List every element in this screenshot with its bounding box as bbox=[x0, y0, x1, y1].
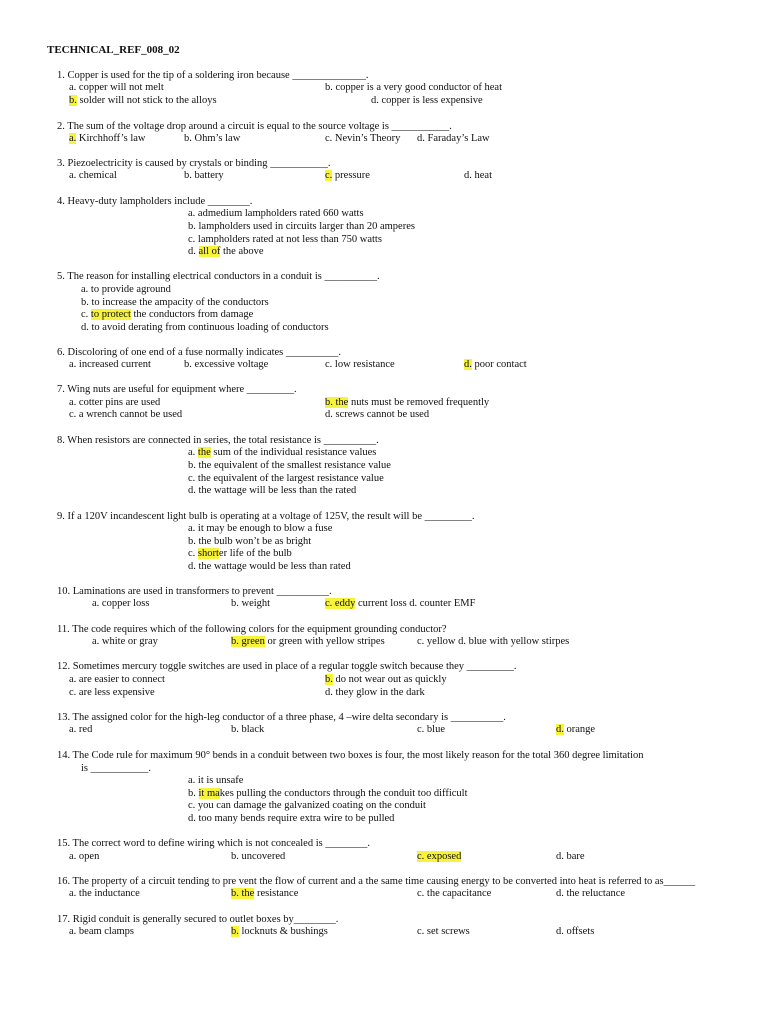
text-line bbox=[231, 724, 264, 736]
text-line bbox=[325, 687, 425, 699]
text-segment: d. copper is less expensive bbox=[371, 95, 483, 106]
text-line bbox=[231, 926, 328, 938]
text-segment: b. uncovered bbox=[231, 851, 286, 862]
text-segment: b. copper is a very good conductor of heat bbox=[325, 82, 502, 93]
text-line bbox=[417, 724, 445, 736]
text-line bbox=[325, 674, 447, 686]
text-segment: the above bbox=[223, 246, 264, 257]
text-segment: 3. Piezoelectricity is caused by crystals or binding ___________. bbox=[57, 158, 331, 169]
text-segment: b. bbox=[325, 674, 333, 685]
text-segment: c. bbox=[188, 234, 196, 245]
text-line bbox=[188, 447, 376, 459]
text-segment: too many bends require extra wire to be pulled bbox=[198, 813, 395, 824]
text-segment: a. bbox=[188, 775, 196, 786]
text-line bbox=[188, 485, 356, 497]
text-line bbox=[417, 133, 490, 145]
text-segment: current loss d. counter EMF bbox=[357, 598, 476, 609]
text-segment: you can damage the galvanized coating on the conduit bbox=[197, 800, 426, 811]
text-line bbox=[69, 687, 155, 699]
text-line bbox=[57, 347, 341, 359]
text-segment: c. Nevin’s Theory bbox=[325, 133, 401, 144]
text-segment: c. bbox=[81, 309, 89, 320]
text-line bbox=[69, 397, 160, 409]
text-line bbox=[556, 724, 595, 736]
text-segment: 10. Laminations are used in transformers to prevent __________. bbox=[57, 586, 332, 597]
text-segment: a. white or gray bbox=[92, 636, 158, 647]
text-segment: is ___________. bbox=[81, 763, 152, 774]
document-title: TECHNICAL_REF_008_02 bbox=[47, 44, 180, 56]
text-segment: b. bbox=[188, 536, 196, 547]
text-line bbox=[188, 221, 415, 233]
text-line bbox=[92, 598, 149, 610]
text-line bbox=[57, 511, 475, 523]
text-line bbox=[325, 409, 429, 421]
text-segment: 11. The code requires which of the following colors for the equipment grounding conductor? bbox=[57, 624, 447, 635]
text-line bbox=[69, 95, 217, 107]
text-segment: er life of the bulb bbox=[218, 548, 292, 559]
text-segment: b. the bbox=[231, 888, 255, 899]
text-segment: d. Faraday’s Law bbox=[417, 133, 490, 144]
text-segment: d. they glow in the dark bbox=[325, 687, 425, 698]
text-segment: 6. Discoloring of one end of a fuse normally indicates __________. bbox=[57, 347, 342, 358]
text-line bbox=[556, 888, 625, 900]
text-line bbox=[188, 548, 292, 560]
text-segment: locknuts & bushings bbox=[241, 926, 328, 937]
text-line bbox=[325, 133, 400, 145]
text-line bbox=[69, 359, 151, 371]
text-line bbox=[184, 133, 240, 145]
text-segment: c. bbox=[325, 170, 333, 181]
text-line bbox=[57, 914, 338, 926]
text-segment: the bbox=[197, 447, 211, 458]
text-line bbox=[81, 322, 329, 334]
text-line bbox=[325, 397, 489, 409]
text-line bbox=[57, 661, 517, 673]
text-segment: a. copper will not melt bbox=[69, 82, 164, 93]
text-segment: d. bbox=[556, 724, 564, 735]
text-segment: 9. If a 120V incandescent light bulb is operating at a voltage of 125V, the result will be _________. bbox=[57, 511, 475, 522]
text-segment: the conductors from damage bbox=[133, 309, 254, 320]
text-line bbox=[417, 851, 461, 863]
text-line bbox=[57, 586, 332, 598]
text-segment: c. blue bbox=[417, 724, 445, 735]
text-segment: the wattage would be less than rated bbox=[198, 561, 351, 572]
text-segment: b. bbox=[188, 460, 196, 471]
text-segment: a. bbox=[188, 208, 196, 219]
text-segment: pressure bbox=[334, 170, 370, 181]
text-segment: to increase the ampacity of the conductors bbox=[91, 297, 269, 308]
text-segment: c. a wrench cannot be used bbox=[69, 409, 183, 420]
text-segment: Kirchhoff’s law bbox=[78, 133, 146, 144]
text-segment: 7. Wing nuts are useful for equipment where _________. bbox=[57, 384, 297, 395]
text-segment: d. heat bbox=[464, 170, 492, 181]
text-line bbox=[325, 359, 395, 371]
text-segment: it is unsafe bbox=[197, 775, 244, 786]
text-line bbox=[188, 460, 391, 472]
text-segment: a. beam clamps bbox=[69, 926, 135, 937]
text-line bbox=[417, 888, 491, 900]
text-segment: or green with yellow stripes bbox=[267, 636, 385, 647]
text-segment: b. the bbox=[325, 397, 349, 408]
text-line bbox=[325, 82, 502, 94]
text-segment: resistance bbox=[256, 888, 299, 899]
text-segment: it may be enough to blow a fuse bbox=[197, 523, 333, 534]
text-line bbox=[188, 208, 364, 220]
text-segment: d. bbox=[188, 246, 196, 257]
text-segment: b. bbox=[188, 788, 196, 799]
text-segment: d. offsets bbox=[556, 926, 595, 937]
text-line bbox=[69, 170, 117, 182]
text-segment: a. bbox=[188, 523, 196, 534]
text-segment: c. bbox=[188, 548, 196, 559]
text-segment: 1. Copper is used for the tip of a soldering iron because ______________. bbox=[57, 70, 369, 81]
text-segment: lampholders used in circuits larger than 20 amperes bbox=[198, 221, 415, 232]
text-segment: d. bbox=[464, 359, 472, 370]
text-line bbox=[69, 888, 140, 900]
text-segment: d. screws cannot be used bbox=[325, 409, 430, 420]
text-line bbox=[464, 359, 527, 371]
text-segment: the wattage will be less than the rated bbox=[198, 485, 357, 496]
text-segment: c. exposed bbox=[417, 851, 462, 862]
text-segment: c. yellow d. blue with yellow stirpes bbox=[417, 636, 570, 647]
text-line bbox=[325, 170, 370, 182]
text-line bbox=[92, 636, 158, 648]
text-line bbox=[57, 70, 368, 82]
text-segment: a. red bbox=[69, 724, 93, 735]
text-line bbox=[81, 284, 171, 296]
text-line bbox=[231, 888, 298, 900]
text-segment: c. low resistance bbox=[325, 359, 395, 370]
text-segment: 2. The sum of the voltage drop around a circuit is equal to the source voltage is ___________. bbox=[57, 121, 452, 132]
text-segment: nuts must be removed frequently bbox=[350, 397, 490, 408]
text-segment: all of bbox=[198, 246, 221, 257]
text-segment: a. open bbox=[69, 851, 100, 862]
text-line bbox=[69, 674, 165, 686]
text-segment: a. chemical bbox=[69, 170, 117, 181]
text-line bbox=[188, 800, 426, 812]
text-segment: c. are less expensive bbox=[69, 687, 155, 698]
text-line bbox=[556, 926, 594, 938]
text-segment: to avoid derating from continuous loading of conductors bbox=[91, 322, 329, 333]
text-line bbox=[57, 121, 452, 133]
text-segment: 17. Rigid conduit is generally secured to outlet boxes by________. bbox=[57, 914, 339, 925]
text-segment: the equivalent of the smallest resistance value bbox=[198, 460, 391, 471]
text-line bbox=[57, 750, 644, 762]
text-segment: a. copper loss bbox=[92, 598, 150, 609]
text-segment: d. bare bbox=[556, 851, 585, 862]
text-line bbox=[188, 246, 264, 258]
text-segment: the equivalent of the largest resistance value bbox=[197, 473, 384, 484]
text-segment: c. eddy bbox=[325, 598, 356, 609]
text-line bbox=[57, 838, 370, 850]
text-line bbox=[57, 384, 297, 396]
text-segment: d. bbox=[81, 322, 89, 333]
text-segment: sum of the individual resistance values bbox=[213, 447, 377, 458]
text-segment: b. bbox=[188, 221, 196, 232]
text-line bbox=[69, 926, 134, 938]
text-line bbox=[188, 523, 332, 535]
text-line bbox=[371, 95, 483, 107]
text-line bbox=[417, 926, 470, 938]
text-segment: b. black bbox=[231, 724, 265, 735]
text-segment: d. the reluctance bbox=[556, 888, 626, 899]
text-segment: c. set screws bbox=[417, 926, 470, 937]
text-segment: b. green bbox=[231, 636, 265, 647]
text-segment: short bbox=[197, 548, 219, 559]
text-segment: do not wear out as quickly bbox=[335, 674, 447, 685]
text-line bbox=[57, 712, 506, 724]
text-line bbox=[69, 82, 164, 94]
text-line bbox=[188, 775, 243, 787]
text-segment: b. weight bbox=[231, 598, 271, 609]
text-segment: a. increased current bbox=[69, 359, 151, 370]
text-segment: lampholders rated at not less than 750 watts bbox=[197, 234, 382, 245]
text-segment: a. bbox=[188, 447, 196, 458]
text-segment: a. bbox=[69, 133, 77, 144]
text-segment: 12. Sometimes mercury toggle switches are used in place of a regular toggle switch because they _________. bbox=[57, 661, 517, 672]
text-segment: kes pulling the conductors through the conduit too difficult bbox=[219, 788, 468, 799]
text-line bbox=[69, 133, 146, 145]
text-segment: c. bbox=[188, 800, 196, 811]
text-line bbox=[57, 435, 379, 447]
text-segment: 15. The correct word to define wiring which is not concealed is ________. bbox=[57, 838, 370, 849]
text-segment: d. bbox=[188, 813, 196, 824]
text-line bbox=[188, 234, 382, 246]
text-segment: b. bbox=[231, 926, 239, 937]
text-segment: solder will not stick to the alloys bbox=[79, 95, 217, 106]
text-line bbox=[464, 170, 492, 182]
text-segment: the bulb won’t be as bright bbox=[198, 536, 312, 547]
text-segment: a. the inductance bbox=[69, 888, 140, 899]
text-line bbox=[57, 196, 252, 208]
text-segment: d. bbox=[188, 561, 196, 572]
text-line bbox=[57, 271, 380, 283]
text-segment: 8. When resistors are connected in series, the total resistance is __________. bbox=[57, 435, 379, 446]
text-line bbox=[231, 598, 270, 610]
text-line bbox=[69, 724, 92, 736]
text-line bbox=[57, 876, 695, 888]
text-line bbox=[184, 170, 224, 182]
text-line bbox=[184, 359, 268, 371]
text-segment: admedium lampholders rated 660 watts bbox=[197, 208, 364, 219]
text-line bbox=[325, 598, 475, 610]
text-segment: c. the capacitance bbox=[417, 888, 492, 899]
text-segment: 14. The Code rule for maximum 90° bends in a conduit between two boxes is four, the most likely reason for the total 360 degree limitation bbox=[57, 750, 644, 761]
text-segment: a. are easier to connect bbox=[69, 674, 165, 685]
text-segment: 4. Heavy-duty lampholders include ________. bbox=[57, 196, 253, 207]
text-segment: c. bbox=[188, 473, 196, 484]
text-segment: b. excessive voltage bbox=[184, 359, 269, 370]
text-segment: to provide aground bbox=[90, 284, 171, 295]
text-segment: 16. The property of a circuit tending to pre vent the flow of current and a the same time causing energy to be converted into heat is referred to as______ bbox=[57, 876, 696, 887]
text-line bbox=[188, 561, 351, 573]
text-line bbox=[417, 636, 569, 648]
text-segment: poor contact bbox=[474, 359, 527, 370]
text-line bbox=[69, 851, 99, 863]
text-line bbox=[188, 473, 384, 485]
text-segment: orange bbox=[566, 724, 596, 735]
text-segment: 5. The reason for installing electrical conductors in a conduit is __________. bbox=[57, 271, 380, 282]
text-line bbox=[188, 788, 467, 800]
text-segment: b. bbox=[69, 95, 77, 106]
text-line bbox=[57, 158, 331, 170]
text-line bbox=[81, 763, 151, 775]
text-line bbox=[81, 309, 253, 321]
text-segment: b. battery bbox=[184, 170, 224, 181]
text-segment: d. bbox=[188, 485, 196, 496]
text-line bbox=[81, 297, 269, 309]
text-line bbox=[556, 851, 585, 863]
text-line bbox=[57, 624, 447, 636]
text-segment: a. bbox=[81, 284, 89, 295]
text-segment: 13. The assigned color for the high-leg conductor of a three phase, 4 –wire delta secondary is __________. bbox=[57, 712, 506, 723]
text-segment: it ma bbox=[198, 788, 220, 799]
text-line bbox=[69, 409, 182, 421]
text-segment: b. bbox=[81, 297, 89, 308]
text-segment: a. cotter pins are used bbox=[69, 397, 161, 408]
text-line bbox=[231, 851, 285, 863]
text-line bbox=[188, 813, 394, 825]
text-segment: to protect bbox=[90, 309, 131, 320]
text-line bbox=[188, 536, 311, 548]
text-segment: b. Ohm’s law bbox=[184, 133, 241, 144]
text-line bbox=[231, 636, 385, 648]
